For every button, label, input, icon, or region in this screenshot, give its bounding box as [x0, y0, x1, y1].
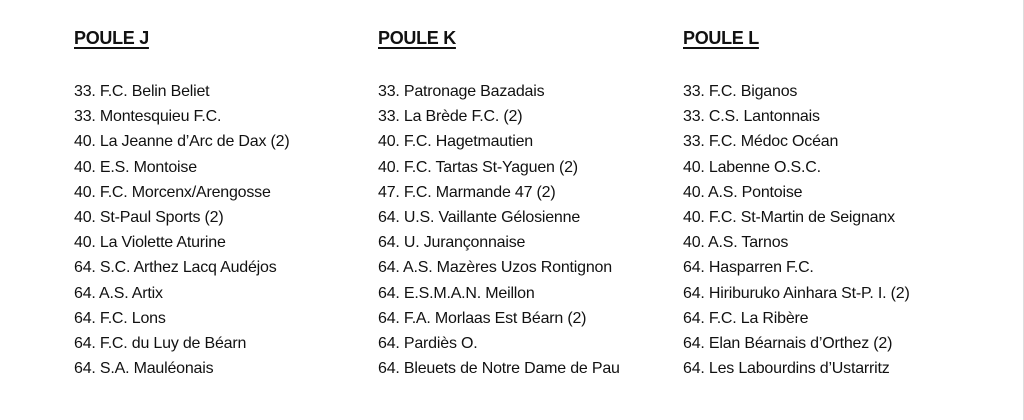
team-item: 33. Montesquieu F.C. [74, 108, 222, 126]
team-item: 64. Pardiès O. [378, 335, 478, 353]
poule-k-heading: POULE K [378, 28, 456, 48]
team-item: 33. La Brède F.C. (2) [378, 108, 523, 126]
team-item: 33. F.C. Belin Beliet [74, 83, 210, 100]
poule-k-column [378, 26, 678, 378]
team-item: 64. S.C. Arthez Lacq Audéjos [74, 259, 277, 277]
team-item: 33. Patronage Bazadais [378, 83, 545, 100]
team-item: 64. Elan Béarnais d’Orthez (2) [683, 335, 893, 353]
poule-l-column [683, 26, 983, 378]
team-item: 40. La Violette Aturine [74, 234, 226, 252]
team-item: 64. Hiriburuko Ainhara St-P. I. (2) [683, 284, 910, 302]
team-item: 40. A.S. Tarnos [683, 234, 789, 252]
team-item: 64. Bleuets de Notre Dame de Pau [378, 360, 620, 378]
team-item: 64. U.S. Vaillante Gélosienne [378, 209, 581, 227]
team-item: 40. La Jeanne d’Arc de Dax (2) [74, 133, 290, 151]
team-item: 64. A.S. Artix [74, 284, 163, 302]
team-item: 33. F.C. Médoc Océan [683, 133, 839, 151]
team-item: 33. F.C. Biganos [683, 83, 798, 100]
team-item: 64. F.C. La Ribère [683, 309, 809, 327]
poule-l-heading: POULE L [683, 28, 759, 48]
team-item: 40. St-Paul Sports (2) [74, 209, 224, 227]
poule-l-team-list [683, 79, 910, 381]
team-item: 64. F.A. Morlaas Est Béarn (2) [378, 309, 587, 327]
poule-k-team-list [378, 79, 620, 381]
team-item: 40. F.C. Tartas St-Yaguen (2) [378, 158, 578, 176]
team-item: 64. E.S.M.A.N. Meillon [378, 284, 535, 302]
team-item: 40. F.C. St-Martin de Seignanx [683, 209, 895, 227]
team-item: 33. C.S. Lantonnais [683, 108, 820, 126]
team-item: 47. F.C. Marmande 47 (2) [378, 183, 556, 201]
team-item: 64. U. Jurançonnaise [378, 234, 526, 252]
team-item: 64. Les Labourdins d’Ustarritz [683, 360, 890, 378]
poule-j-column [74, 26, 374, 378]
poule-j-team-list [74, 79, 289, 381]
team-item: 64. A.S. Mazères Uzos Rontignon [378, 259, 612, 277]
team-item: 64. F.C. du Luy de Béarn [74, 335, 247, 353]
team-item: 40. F.C. Morcenx/Arengosse [74, 183, 271, 201]
team-item: 40. Labenne O.S.C. [683, 158, 821, 176]
team-item: 64. F.C. Lons [74, 309, 166, 327]
team-item: 64. S.A. Mauléonais [74, 360, 214, 378]
team-item: 40. E.S. Montoise [74, 158, 197, 176]
team-item: 64. Hasparren F.C. [683, 259, 814, 277]
team-item: 40. A.S. Pontoise [683, 183, 803, 201]
team-item: 40. F.C. Hagetmautien [378, 133, 533, 151]
poule-j-heading: POULE J [74, 28, 149, 48]
